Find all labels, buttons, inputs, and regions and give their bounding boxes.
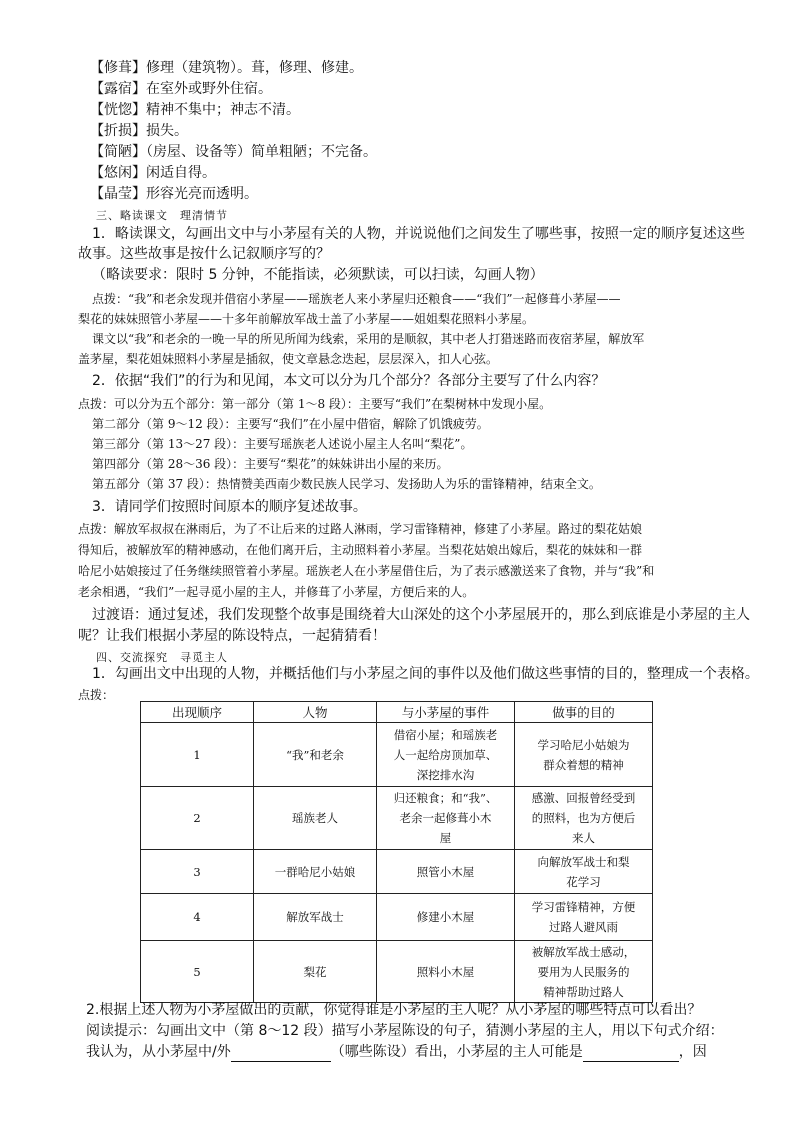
person-cell: “我”和老余	[254, 723, 377, 787]
vocab-item: 【修葺】修理（建筑物）。葺，修理、修建。	[90, 60, 363, 76]
answer-line: 第三部分（第 13～27 段）：主要写瑶族老人述说小屋主人名叫“梨花”。	[92, 437, 473, 451]
vocab-item: 【悠闲】闲适自得。	[90, 165, 216, 181]
purpose-cell: 向解放军战士和梨 花学习	[515, 850, 653, 894]
answer-line: 哈尼小姑娘接过了任务继续照管着小茅屋。瑶族老人在小茅屋借住后，为了表示感激送来了食物，并与“我”和	[78, 564, 655, 578]
answer-line: 点拨：“我”和老余发现并借宿小茅屋——瑶族老人来小茅屋归还粮食——“我们”一起修葺小茅屋——	[92, 292, 621, 306]
answer-line: 得知后，被解放军的精神感动，在他们离开后，主动照料着小茅屋。当梨花姑娘出嫁后，梨花的妹妹和一群	[78, 543, 643, 557]
event-cell: 归还粮食；和“我”、 老余一起修葺小木 屋	[377, 787, 515, 850]
event-cell: 照管小木屋	[377, 850, 515, 894]
vocab-item: 【露宿】在室外或野外住宿。	[90, 81, 272, 97]
header-person: 人物	[254, 702, 377, 723]
question-1-cont: 故事。这些故事是按什么记叙顺序写的？	[78, 246, 330, 262]
answer-line: 第五部分（第 37 段）：热情赞美西南少数民族人民学习、发扬助人为乐的雷锋精神，结束全文。	[92, 477, 601, 491]
table-header-row	[141, 702, 653, 723]
purpose-cell: 感激、回报曾经受到 的照料，也为方便后 来人	[515, 787, 653, 850]
answer-line: 第四部分（第 28～36 段）：主要写“梨花”的妹妹讲出小屋的来历。	[92, 457, 449, 471]
header-order: 出现顺序	[141, 702, 254, 723]
vocab-item: 【简陋】（房屋、设备等）简单粗陋；不完备。	[90, 144, 377, 160]
event-cell: 借宿小屋；和瑶族老 人一起给房顶加草、 深挖排水沟	[377, 723, 515, 787]
order-cell: 4	[141, 894, 254, 941]
reading-tip: 阅读提示：勾画出文中（第 8～12 段）描写小茅屋陈设的句子，猜测小茅屋的主人，用以下句式介绍：	[86, 1023, 724, 1039]
answer-line: 盖茅屋，梨花姐妹照料小茅屋是插叙，使文章悬念迭起，层层深入，扣人心弦。	[78, 352, 499, 366]
order-cell: 2	[141, 787, 254, 850]
person-cell: 梨花	[254, 941, 377, 1003]
event-cell: 修建小木屋	[377, 894, 515, 941]
question-1: 1．略读课文，勾画出文中与小茅屋有关的人物，并说说他们之间发生了哪些事，按照一定的顺序复述这些	[92, 226, 745, 242]
vocab-item: 【折损】损失。	[90, 123, 188, 139]
answer-line: 梨花的妹妹照管小茅屋——十多年前解放军战士盖了小茅屋——姐姐梨花照料小茅屋。	[78, 312, 535, 326]
table-row	[141, 787, 653, 850]
order-cell: 1	[141, 723, 254, 787]
question-1: 1．勾画出文中出现的人物，并概括他们与小茅屋之间的事件以及他们做这些事情的目的，整理成一个表格。	[92, 666, 759, 682]
section-heading: 四、交流探究 寻觅主人	[96, 651, 228, 664]
question-2: 2.根据上述人物为小茅屋做出的贡献，你觉得谁是小茅屋的主人呢？从小茅屋的哪些特点可以看出？	[86, 1002, 702, 1018]
answer-line: 课文以“我”和老余的一晚一早的所见所闻为线索，采用的是顺叙，其中老人打猎迷路而夜宿茅屋，解放军	[92, 332, 645, 346]
hint-label: 点拨：	[78, 688, 115, 702]
answer-line: 点拨：解放军叔叔在淋雨后，为了不让后来的过路人淋雨，学习雷锋精神，修建了小茅屋。路过的梨花姑娘	[78, 522, 643, 536]
character-table	[140, 701, 653, 1003]
purpose-cell: 学习雷锋精神，方便 过路人避风雨	[515, 894, 653, 941]
order-cell: 5	[141, 941, 254, 1003]
vocab-item: 【恍惚】精神不集中；神志不清。	[90, 102, 300, 118]
event-cell: 照料小木屋	[377, 941, 515, 1003]
fill-in-sentence: 我认为，从小茅屋中/外 （哪些陈设）看出，小茅屋的主人可能是 ，因	[86, 1044, 707, 1060]
table-row	[141, 850, 653, 894]
table-row	[141, 941, 653, 1003]
table-row	[141, 894, 653, 941]
answer-line: 点拨：可以分为五个部分：第一部分（第 1～8 段）：主要写“我们”在梨树林中发现小屋。	[78, 397, 552, 411]
transition-text-cont: 呢？让我们根据小茅屋的陈设特点，一起猜猜看！	[78, 628, 386, 644]
header-purpose: 做事的目的	[515, 702, 653, 723]
person-cell: 瑶族老人	[254, 787, 377, 850]
vocab-item: 【晶莹】形容光亮而透明。	[90, 186, 258, 202]
transition-text: 过渡语：通过复述，我们发现整个故事是围绕着大山深处的这个小茅屋展开的，那么到底谁是小茅屋的主人	[92, 607, 750, 623]
question-3: 3．请同学们按照时间原本的顺序复述故事。	[92, 499, 367, 515]
person-cell: 一群哈尼小姑娘	[254, 850, 377, 894]
purpose-cell: 被解放军战士感动， 要用为人民服务的 精神帮助过路人	[515, 941, 653, 1003]
reading-requirement: （略读要求：限时 5 分钟，不能指读，必须默读，可以扫读，勾画人物）	[92, 267, 544, 283]
order-cell: 3	[141, 850, 254, 894]
section-heading: 三、略读课文 理清情节	[96, 209, 228, 222]
answer-line: 老余相遇，“我们”一起寻觅小屋的主人，并修葺了小茅屋，方便后来的人。	[78, 585, 475, 599]
table-row	[141, 723, 653, 787]
person-cell: 解放军战士	[254, 894, 377, 941]
blank-furnishings[interactable]	[231, 1047, 331, 1062]
answer-line: 第二部分（第 9～12 段）：主要写“我们”在小屋中借宿，解除了饥饿疲劳。	[92, 417, 489, 431]
purpose-cell: 学习哈尼小姑娘为 群众着想的精神	[515, 723, 653, 787]
header-event: 与小茅屋的事件	[377, 702, 515, 723]
blank-owner[interactable]	[583, 1047, 679, 1062]
question-2: 2．依据“我们”的行为和见闻，本文可以分为几个部分？各部分主要写了什么内容？	[92, 373, 606, 389]
